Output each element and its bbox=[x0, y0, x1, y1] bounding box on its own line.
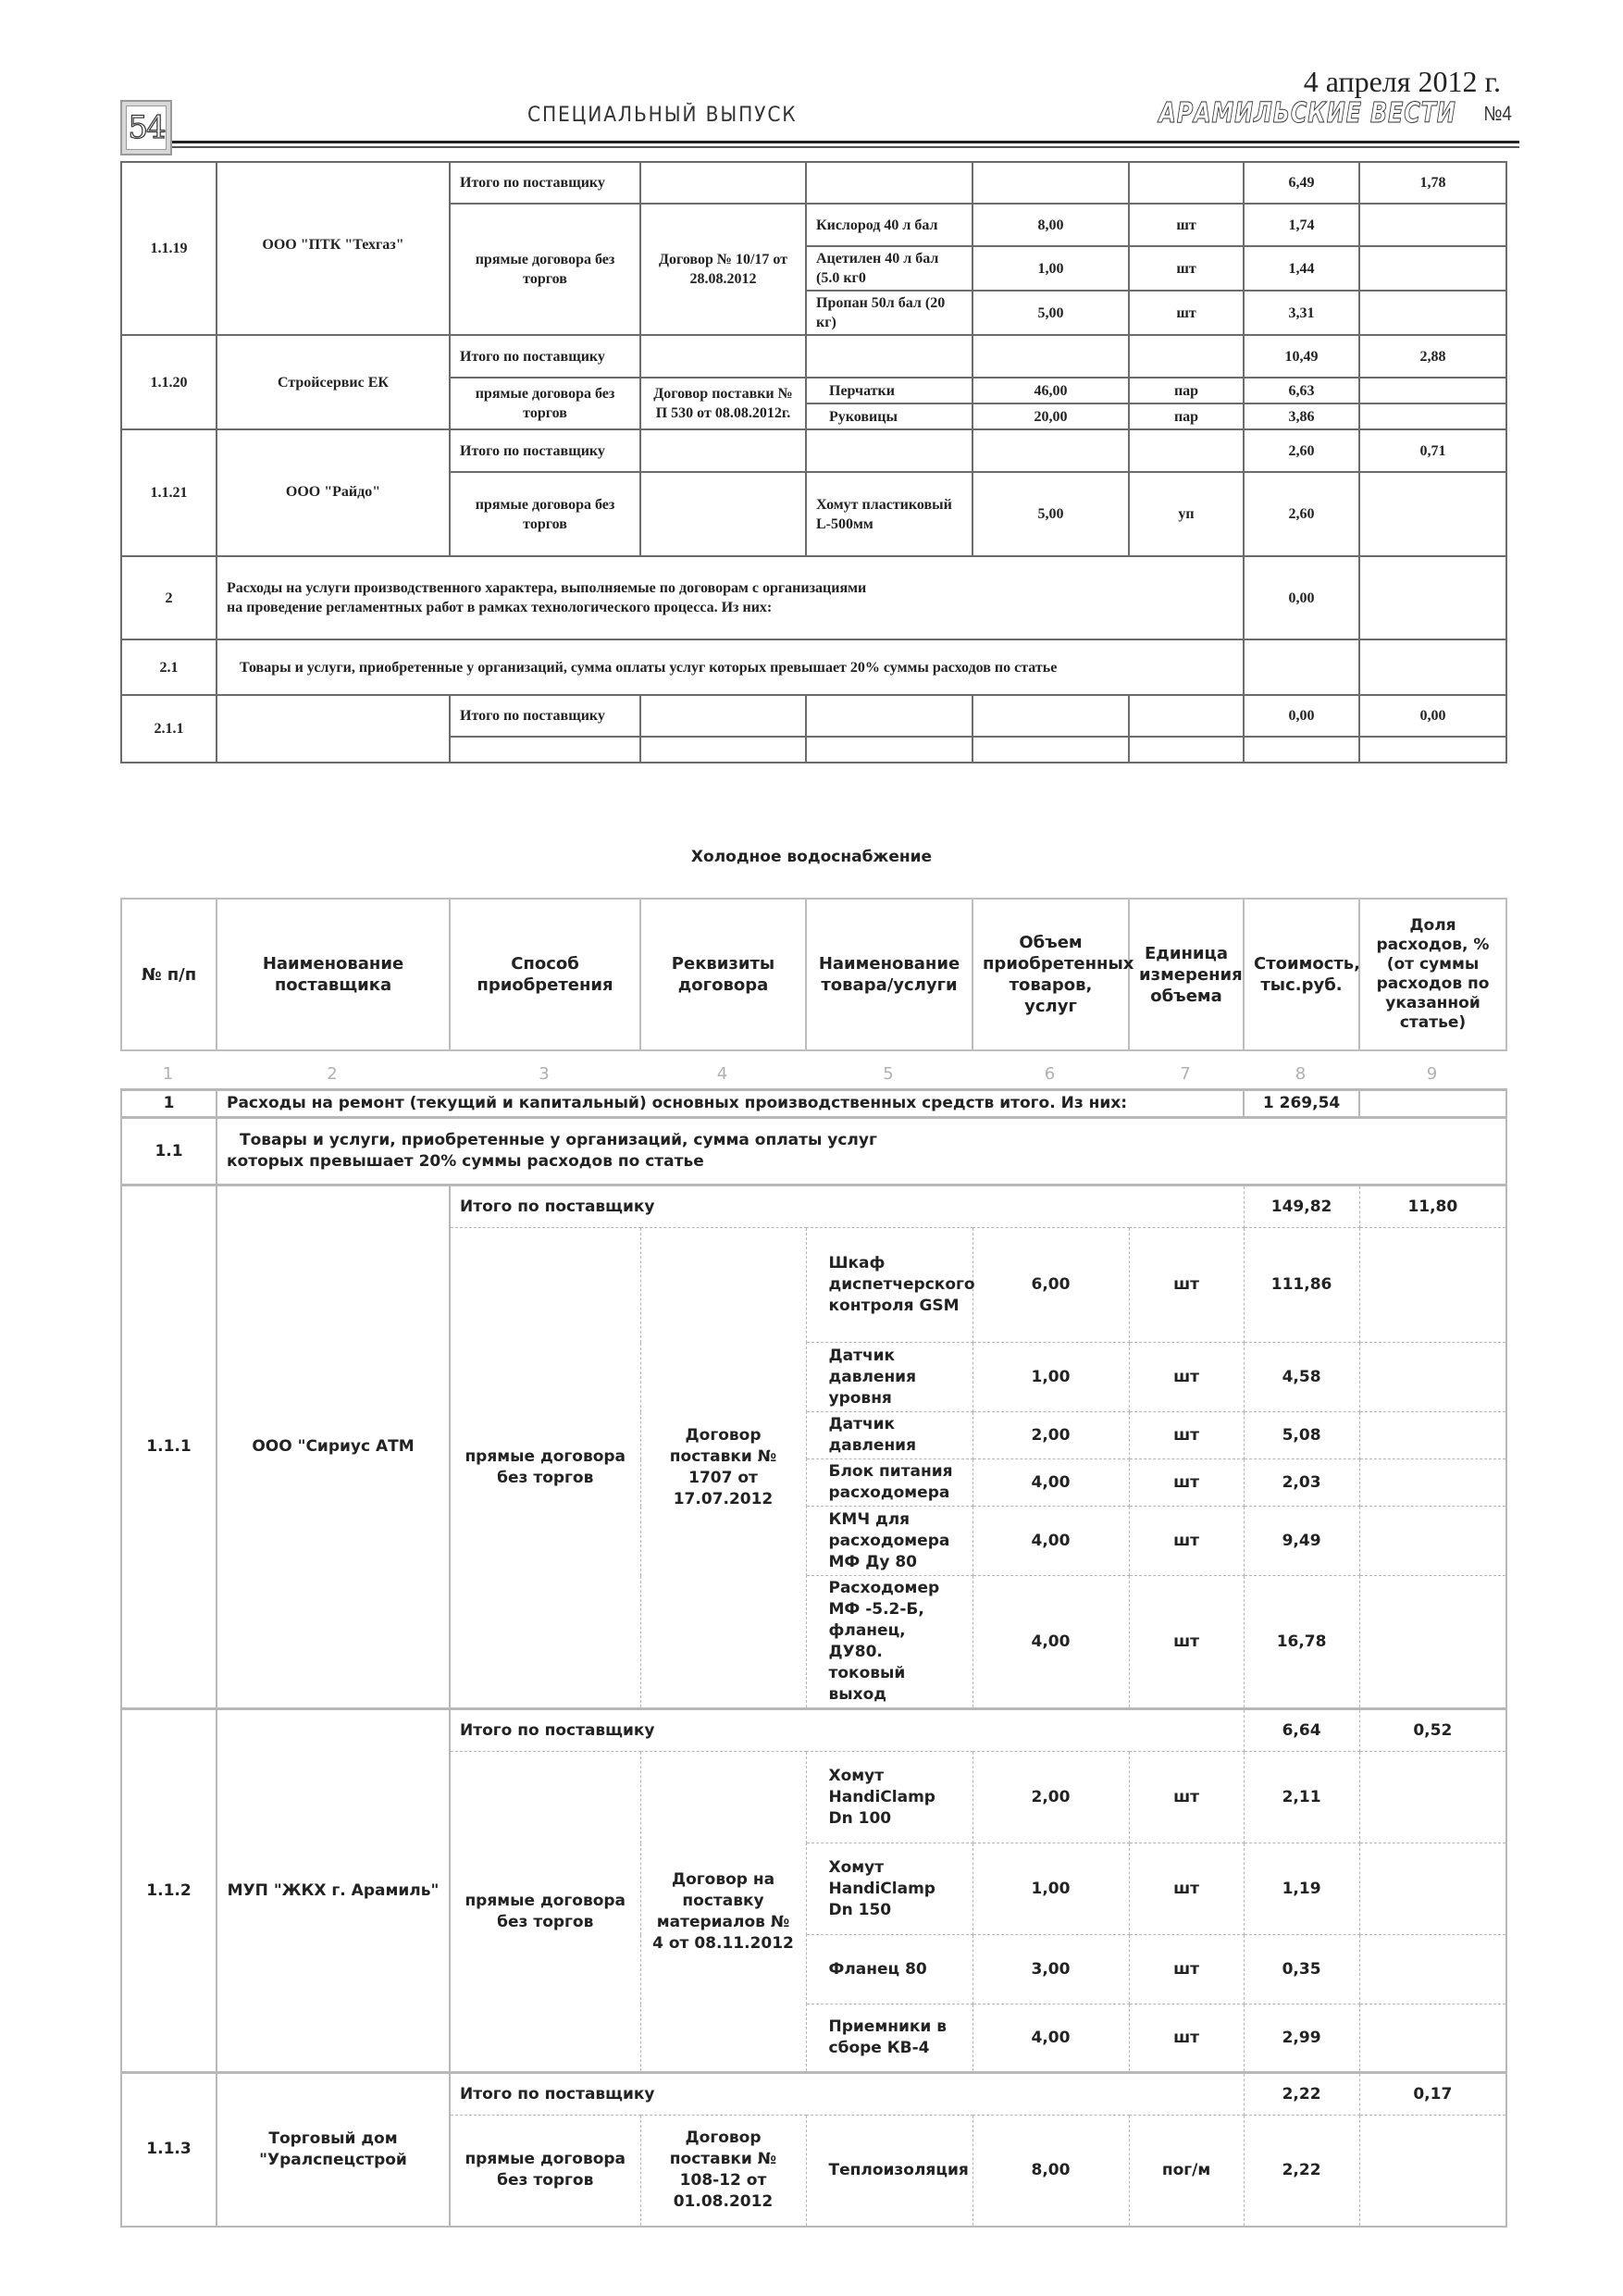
item-qty: 1,00 bbox=[973, 246, 1129, 291]
cold-water-header-table bbox=[120, 898, 1507, 1051]
supplier-name: Стройсервис ЕК bbox=[217, 335, 450, 429]
item-cost: 0,35 bbox=[1244, 1935, 1359, 2004]
section-title: СПЕЦИАЛЬНЫЙ ВЫПУСК bbox=[527, 104, 798, 127]
item-qty: 8,00 bbox=[973, 2116, 1129, 2227]
item-qty: 2,00 bbox=[973, 1412, 1129, 1459]
item-qty: 4,00 bbox=[973, 1507, 1129, 1576]
item-cost: 6,63 bbox=[1244, 378, 1359, 403]
item-cost: 3,31 bbox=[1244, 291, 1359, 335]
item-cost: 9,49 bbox=[1244, 1507, 1359, 1576]
total-share: 0,17 bbox=[1359, 2073, 1506, 2116]
supplier-total-label: Итого по поставщику bbox=[450, 162, 640, 204]
col-header-item: Наименование товара/услуги bbox=[806, 899, 973, 1050]
supplier-name: МУП "ЖКХ г. Арамиль" bbox=[217, 1709, 450, 2073]
section-description: Товары и услуги, приобретенные у организаций, сумма оплаты услуг которых превышает 20% суммы расходов по статье bbox=[217, 639, 1244, 695]
col-header-share: Доля расходов, % (от суммы расходов по указанной статье) bbox=[1359, 899, 1506, 1050]
purchase-method: прямые договора без торгов bbox=[450, 204, 640, 335]
section-row bbox=[121, 1090, 1506, 1118]
item-name: Хомут HandiClamp Dn 100 bbox=[806, 1752, 973, 1843]
item-cost: 111,86 bbox=[1244, 1228, 1359, 1343]
item-unit: шт bbox=[1129, 1412, 1244, 1459]
col-header-method: Способ приобретения bbox=[450, 899, 640, 1050]
table-row bbox=[121, 1709, 1506, 1752]
item-qty: 46,00 bbox=[973, 378, 1129, 403]
item-unit: шт bbox=[1129, 204, 1244, 246]
item-cost: 16,78 bbox=[1244, 1576, 1359, 1709]
item-name: Расходомер МФ -5.2-Б, фланец, ДУ80. токовый выход bbox=[806, 1576, 973, 1709]
item-qty: 3,00 bbox=[973, 1935, 1129, 2004]
item-qty: 5,00 bbox=[973, 472, 1129, 556]
item-unit: шт bbox=[1129, 1576, 1244, 1709]
row-number: 1.1.20 bbox=[121, 335, 217, 429]
item-name: Фланец 80 bbox=[806, 1935, 973, 2004]
item-name: Хомут пластиковый L-500мм bbox=[806, 472, 973, 556]
supplier-total-label: Итого по поставщику bbox=[450, 695, 640, 737]
item-cost: 1,74 bbox=[1244, 204, 1359, 246]
item-cost: 2,22 bbox=[1244, 2116, 1359, 2227]
row-number: 2 bbox=[121, 556, 217, 639]
supplier-total-label: Итого по поставщику bbox=[450, 2073, 1244, 2116]
total-cost: 2,60 bbox=[1244, 429, 1359, 472]
item-cost: 2,03 bbox=[1244, 1459, 1359, 1507]
table-row bbox=[121, 1185, 1506, 1228]
item-cost: 1,44 bbox=[1244, 246, 1359, 291]
item-name: Перчатки bbox=[806, 378, 973, 403]
supplier-total-label: Итого по поставщику bbox=[450, 1185, 1244, 1228]
total-cost: 2,22 bbox=[1244, 2073, 1359, 2116]
item-qty: 1,00 bbox=[973, 1343, 1129, 1412]
contract-details: Договор поставки № П 530 от 08.08.2012г. bbox=[640, 378, 806, 429]
supplier-total-label: Итого по поставщику bbox=[450, 1709, 1244, 1752]
table-row bbox=[121, 695, 1506, 737]
contract-details: Договор № 10/17 от 28.08.2012 bbox=[640, 204, 806, 335]
page-number: 54 bbox=[126, 105, 167, 150]
item-qty: 5,00 bbox=[973, 291, 1129, 335]
item-name: Датчик давления bbox=[806, 1412, 973, 1459]
col-header-cost: Стоимость, тыс.руб. bbox=[1244, 899, 1359, 1050]
item-name: Теплоизоляция bbox=[806, 2116, 973, 2227]
expenses-table-continued bbox=[120, 161, 1507, 763]
col-header-qty: Объем приобретенных товаров, услуг bbox=[973, 899, 1129, 1050]
item-unit: шт bbox=[1129, 2004, 1244, 2073]
supplier-total-label: Итого по поставщику bbox=[450, 335, 640, 378]
section-row bbox=[121, 1118, 1506, 1185]
item-qty: 2,00 bbox=[973, 1752, 1129, 1843]
row-number: 1.1.3 bbox=[121, 2073, 217, 2227]
item-name: КМЧ для расходомера МФ Ду 80 bbox=[806, 1507, 973, 1576]
item-cost: 1,19 bbox=[1244, 1843, 1359, 1935]
total-share: 0,71 bbox=[1359, 429, 1506, 472]
item-cost: 3,86 bbox=[1244, 403, 1359, 429]
item-name: Пропан 50л бал (20 кг) bbox=[806, 291, 973, 335]
item-unit: шт bbox=[1129, 1752, 1244, 1843]
item-qty: 6,00 bbox=[973, 1228, 1129, 1343]
item-name: Датчик давления уровня bbox=[806, 1343, 973, 1412]
item-cost: 2,11 bbox=[1244, 1752, 1359, 1843]
item-name: Ацетилен 40 л бал (5.0 кг0 bbox=[806, 246, 973, 291]
item-qty: 20,00 bbox=[973, 403, 1129, 429]
item-unit: шт bbox=[1129, 1228, 1244, 1343]
supplier-name: Торговый дом "Уралспецстрой bbox=[217, 2073, 450, 2227]
table-row bbox=[121, 429, 1506, 472]
table-row bbox=[121, 2073, 1506, 2116]
issue-date: 4 апреля 2012 г. bbox=[1303, 65, 1501, 98]
section-cost: 1 269,54 bbox=[1244, 1090, 1359, 1118]
total-share: 11,80 bbox=[1359, 1185, 1506, 1228]
item-qty: 8,00 bbox=[973, 204, 1129, 246]
contract-details: Договор поставки № 108-12 от 01.08.2012 bbox=[640, 2116, 806, 2227]
supplier-total-label: Итого по поставщику bbox=[450, 429, 640, 472]
item-unit: шт bbox=[1129, 1343, 1244, 1412]
row-number: 1.1.1 bbox=[121, 1185, 217, 1709]
section-description: Расходы на ремонт (текущий и капитальный) основных производственных средств итого. Из них: bbox=[217, 1090, 1244, 1118]
item-unit: пар bbox=[1129, 378, 1244, 403]
row-number: 2.1 bbox=[121, 639, 217, 695]
section-description: Расходы на услуги производственного характера, выполняемые по договорам с организациями на проведение регламентных работ в рамках технологического процесса. Из них: bbox=[217, 556, 1244, 639]
page-number-badge bbox=[120, 100, 172, 155]
column-headers bbox=[121, 899, 1506, 1050]
item-unit: шт bbox=[1129, 246, 1244, 291]
col-header-supplier: Наименование поставщика bbox=[217, 899, 450, 1050]
contract-details bbox=[640, 472, 806, 556]
col-header-contract: Реквизиты договора bbox=[640, 899, 806, 1050]
table-row bbox=[121, 162, 1506, 204]
row-number: 1.1 bbox=[121, 1118, 217, 1185]
item-cost: 2,60 bbox=[1244, 472, 1359, 556]
supplier-name: ООО "Райдо" bbox=[217, 429, 450, 556]
item-unit: уп bbox=[1129, 472, 1244, 556]
newspaper-logo: АРАМИЛЬСКИЕ ВЕСТИ bbox=[1158, 97, 1456, 130]
col-header-unit: Единица измерения объема bbox=[1129, 899, 1244, 1050]
total-share: 1,78 bbox=[1359, 162, 1506, 204]
total-share: 0,00 bbox=[1359, 695, 1506, 737]
item-name: Хомут HandiClamp Dn 150 bbox=[806, 1843, 973, 1935]
item-unit: шт bbox=[1129, 1507, 1244, 1576]
item-unit: пог/м bbox=[1129, 2116, 1244, 2227]
item-unit: пар bbox=[1129, 403, 1244, 429]
contract-details: Договор на поставку материалов № 4 от 08.11.2012 bbox=[640, 1752, 806, 2073]
item-name: Руковицы bbox=[806, 403, 973, 429]
issue-number: №4 bbox=[1483, 102, 1512, 125]
item-unit: шт bbox=[1129, 291, 1244, 335]
purchase-method: прямые договора без торгов bbox=[450, 1752, 640, 2073]
item-unit: шт bbox=[1129, 1843, 1244, 1935]
total-cost: 6,49 bbox=[1244, 162, 1359, 204]
item-cost: 2,99 bbox=[1244, 2004, 1359, 2073]
total-cost: 10,49 bbox=[1244, 335, 1359, 378]
row-number: 1.1.19 bbox=[121, 162, 217, 335]
item-name: Блок питания расходомера bbox=[806, 1459, 973, 1507]
row-number: 2.1.1 bbox=[121, 695, 217, 763]
item-unit: шт bbox=[1129, 1459, 1244, 1507]
item-cost: 4,58 bbox=[1244, 1343, 1359, 1412]
section-row bbox=[121, 556, 1506, 639]
header-rule-thin bbox=[172, 146, 1519, 148]
cold-water-table bbox=[120, 1088, 1507, 2228]
row-number: 1.1.2 bbox=[121, 1709, 217, 2073]
item-name: Шкаф диспетчерского контроля GSM bbox=[806, 1228, 973, 1343]
purchase-method: прямые договора без торгов bbox=[450, 472, 640, 556]
column-numbers: 1 2 3 4 5 6 7 8 9 bbox=[162, 1064, 1438, 1084]
item-qty: 4,00 bbox=[973, 1459, 1129, 1507]
item-qty: 4,00 bbox=[973, 1576, 1129, 1709]
total-share: 0,52 bbox=[1359, 1709, 1506, 1752]
total-cost: 6,64 bbox=[1244, 1709, 1359, 1752]
item-cost: 5,08 bbox=[1244, 1412, 1359, 1459]
item-name: Приемники в сборе КВ-4 bbox=[806, 2004, 973, 2073]
table-row bbox=[121, 335, 1506, 378]
supplier-name: ООО "Сириус АТМ bbox=[217, 1185, 450, 1709]
item-qty: 4,00 bbox=[973, 2004, 1129, 2073]
supplier-name: ООО "ПТК "Техгаз" bbox=[217, 162, 450, 335]
total-cost: 149,82 bbox=[1244, 1185, 1359, 1228]
contract-details: Договор поставки № 1707 от 17.07.2012 bbox=[640, 1228, 806, 1709]
item-unit: шт bbox=[1129, 1935, 1244, 2004]
section-heading: Холодное водоснабжение bbox=[690, 848, 933, 866]
row-number: 1.1.21 bbox=[121, 429, 217, 556]
total-cost: 0,00 bbox=[1244, 695, 1359, 737]
purchase-method: прямые договора без торгов bbox=[450, 378, 640, 429]
header-rule bbox=[172, 141, 1519, 143]
section-row bbox=[121, 639, 1506, 695]
row-number: 1 bbox=[121, 1090, 217, 1118]
purchase-method: прямые договора без торгов bbox=[450, 2116, 640, 2227]
section-description: Товары и услуги, приобретенные у организаций, сумма оплаты услуг которых превышает 20% суммы расходов по статье bbox=[217, 1118, 1506, 1185]
total-share: 2,88 bbox=[1359, 335, 1506, 378]
col-header-number: № п/п bbox=[121, 899, 217, 1050]
item-name: Кислород 40 л бал bbox=[806, 204, 973, 246]
purchase-method: прямые договора без торгов bbox=[450, 1228, 640, 1709]
item-qty: 1,00 bbox=[973, 1843, 1129, 1935]
section-cost: 0,00 bbox=[1244, 556, 1359, 639]
